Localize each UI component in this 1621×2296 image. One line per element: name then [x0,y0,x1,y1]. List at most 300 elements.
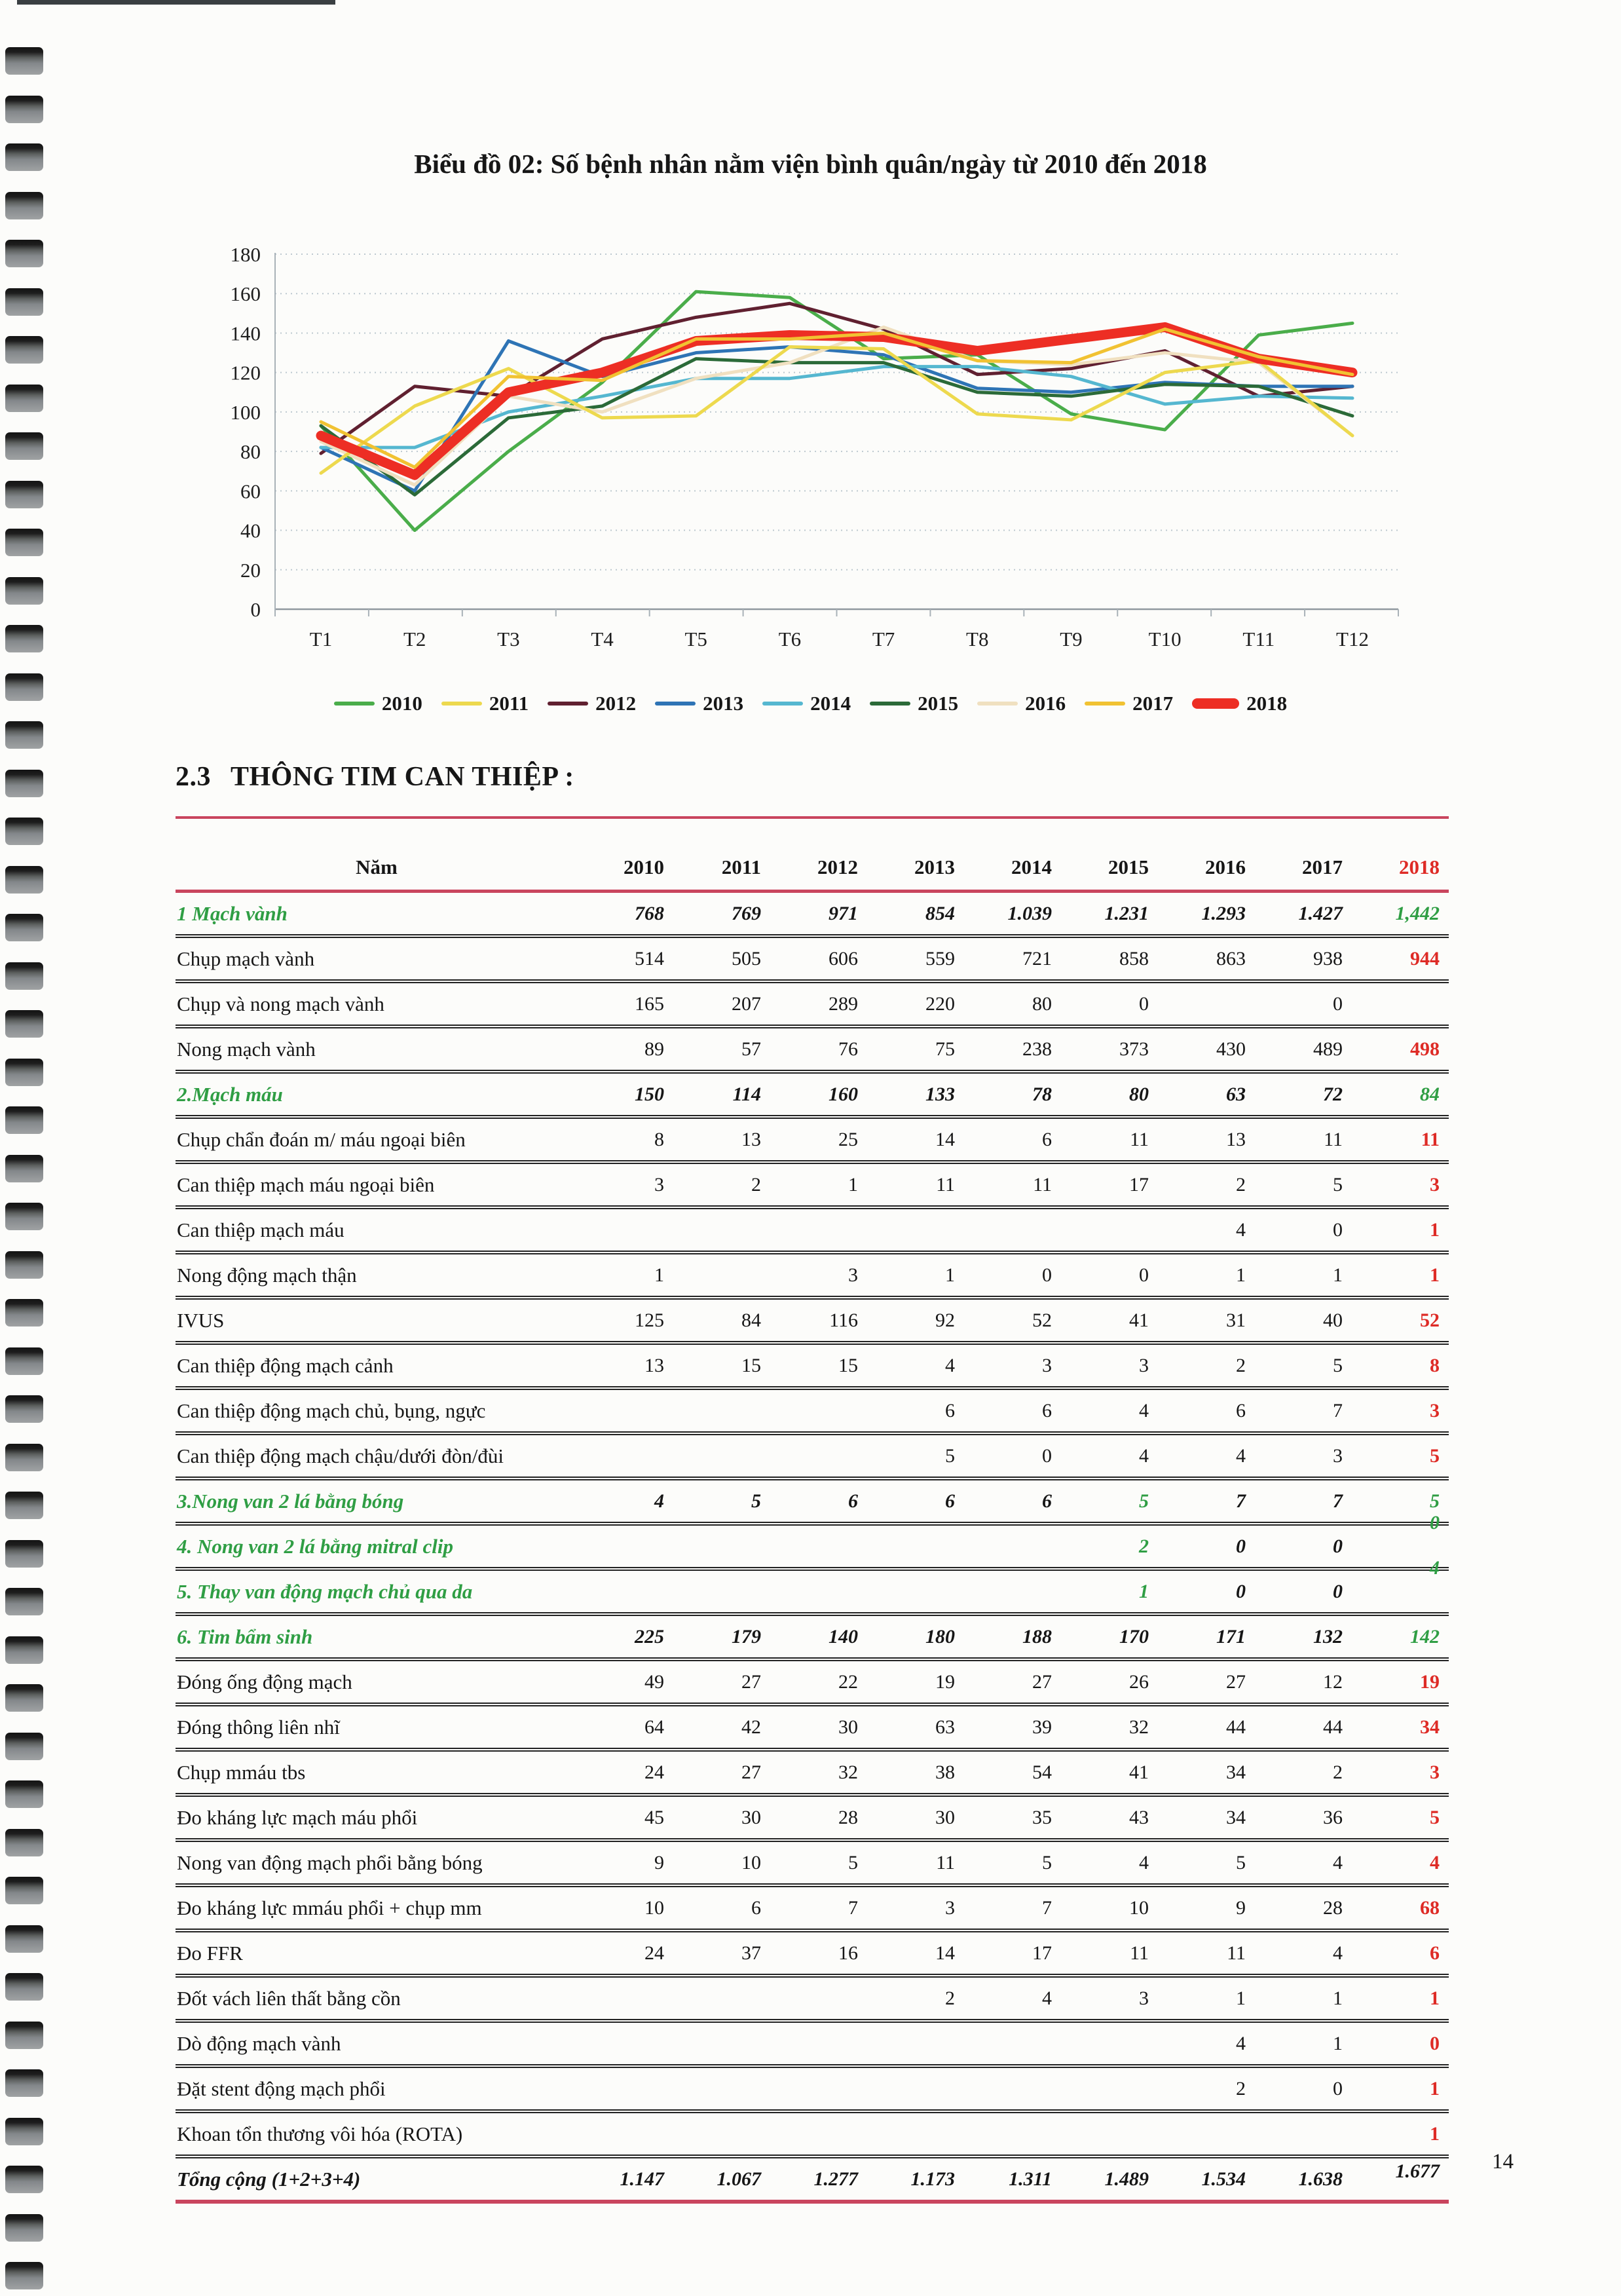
cell-2016: 9 [1236,1896,1246,1919]
cell-2016: 4 [1236,1218,1246,1241]
row-label: Đốt vách liên thất bằng cồn [177,1986,401,2010]
cell-2016: 6 [1236,1399,1246,1421]
cell-2013: 133 [925,1083,955,1105]
svg-text:180: 180 [230,243,261,266]
cell-2010: 8 [654,1128,664,1150]
svg-text:160: 160 [230,282,261,306]
legend-swatch-2017 [1085,702,1125,706]
page-number: 14 [1492,2150,1514,2174]
cell-2011: 37 [741,1942,761,1964]
cell-2015: 1 [1139,1580,1149,1602]
cell-2010: 4 [654,1490,664,1512]
cell-2013: 75 [935,1038,955,1060]
cell-2017: 1 [1333,1264,1343,1286]
cell-2012: 25 [838,1128,858,1150]
cell-2015: 17 [1129,1173,1149,1195]
cell-2015: 32 [1129,1716,1149,1738]
cell-2017: 40 [1323,1309,1343,1331]
cell-2017: 0 [1333,992,1343,1015]
cell-2010: 9 [654,1851,664,1873]
table-row [176,1028,1449,1074]
cell-2014: 78 [1032,1083,1052,1105]
row-label: Đo FFR [177,1941,243,1965]
cell-2017: 7 [1333,1399,1343,1421]
row-label: Dò động mạch vành [177,2031,341,2055]
cell-2018: 3 [1430,1761,1440,1783]
row-label: 5. Thay van động mạch chủ qua da [177,1579,473,1603]
cell-2015: 4 [1139,1851,1149,1873]
binder-hole [5,1780,43,1808]
binder-hole [5,1059,43,1086]
cell-2011: 1.067 [717,2168,761,2190]
cell-2015: 3 [1139,1354,1149,1376]
cell-2017: 2 [1333,1761,1343,1783]
table-row [176,1390,1449,1435]
row-label: Can thiệp động mạch chủ, bụng, ngực [177,1399,486,1422]
cell-2017: 72 [1323,1083,1343,1105]
binder-hole [5,1203,43,1230]
cell-2016: 63 [1226,1083,1246,1105]
cell-2016: 44 [1226,1716,1246,1738]
cell-2011: 27 [741,1670,761,1693]
year-column-header: 2013 [914,856,955,878]
svg-text:40: 40 [240,519,261,542]
row-label: Khoan tổn thương vôi hóa (ROTA) [177,2122,463,2145]
table-row [176,1556,1449,1616]
cell-2016: 1 [1236,1264,1246,1286]
legend-item-2013 [655,692,743,715]
cell-2012: 32 [838,1761,858,1783]
cell-2013: 6 [945,1399,955,1421]
section-heading [176,761,574,793]
cell-2011: 13 [741,1128,761,1150]
binder-hole [5,1925,43,1953]
cell-2018: 1 [1430,2122,1440,2145]
legend-item-2017 [1085,692,1173,715]
row-label: Nong van động mạch phổi bằng bóng [177,1851,483,1874]
table-row [176,1842,1449,1887]
cell-2018: 1,442 [1395,902,1440,924]
cell-2015: 26 [1129,1670,1149,1693]
row-label: 4. Nong van 2 lá bằng mitral clip [177,1534,453,1558]
cell-2012: 15 [838,1354,858,1376]
cell-2011: 505 [732,947,761,969]
table-row [176,1119,1449,1164]
cell-2015: 4 [1139,1444,1149,1467]
year-column-header: 2012 [817,856,858,878]
table-row [176,1978,1449,2023]
cell-2010: 125 [635,1309,664,1331]
legend-label: 2018 [1246,692,1288,715]
cell-2016: 171 [1216,1625,1246,1647]
legend-item-2014 [762,692,851,715]
svg-text:80: 80 [240,440,261,464]
svg-text:0: 0 [250,598,261,621]
cell-2015: 1.489 [1104,2168,1149,2190]
cell-2013: 1 [945,1264,955,1286]
binder-hole [5,1395,43,1423]
cell-2016: 863 [1216,947,1246,969]
chart-title: Biểu đồ 02: Số bệnh nhân nằm viện bình quân/ngày từ 2010 đến 2018 [414,149,1207,179]
cell-2017: 0 [1333,1535,1343,1557]
cell-2010: 514 [635,947,664,969]
cell-2012: 1 [848,1173,858,1195]
cell-2014: 188 [1022,1625,1052,1647]
cell-2018: 3 [1430,1173,1440,1195]
cell-2014: 5 [1042,1851,1052,1873]
cell-2018: 11 [1421,1128,1440,1150]
legend-label: 2016 [1025,692,1066,715]
cell-2016: 1 [1236,1987,1246,2009]
legend-swatch-2018 [1192,698,1239,709]
cell-2010: 3 [654,1173,664,1195]
cell-2010: 225 [635,1625,664,1647]
cell-2016: 2 [1236,1173,1246,1195]
cell-2016: 5 [1236,1851,1246,1873]
row-label: Đóng thông liên nhĩ [177,1715,340,1739]
cell-2015: 41 [1129,1761,1149,1783]
year-column-header: 2011 [721,856,761,878]
cell-2011: 114 [732,1083,761,1105]
legend-swatch-2015 [870,702,910,706]
cell-2012: 289 [829,992,858,1015]
binder-hole [5,1733,43,1760]
cell-2010: 24 [644,1942,664,1964]
cell-2017: 1 [1333,1987,1343,2009]
cell-2016: 13 [1226,1128,1246,1150]
cell-2013: 14 [935,1128,955,1150]
legend-swatch-2010 [334,702,375,706]
year-column-header: 2015 [1108,856,1149,878]
cell-2010: 10 [644,1896,664,1919]
cell-2013: 1.173 [910,2168,955,2190]
cell-2010: 64 [644,1716,664,1738]
legend-item-2010 [334,692,422,715]
binder-hole [5,818,43,845]
cell-2012: 16 [838,1942,858,1964]
legend-label: 2017 [1132,692,1174,715]
table-row [176,893,1449,938]
svg-text:T3: T3 [497,628,520,650]
binder-hole [5,2069,43,2097]
row-label: Can thiệp mạch máu [177,1218,345,1241]
cell-2016: 7 [1236,1490,1246,1512]
binder-hole [5,1636,43,1664]
row-label: 6. Tim bẩm sinh [177,1625,313,1648]
cell-2016: 0 [1236,1580,1246,1602]
cell-2015: 2 [1139,1535,1149,1557]
legend-label: 2010 [381,692,422,715]
binder-hole [5,2214,43,2242]
cell-2017: 36 [1323,1806,1343,1828]
year-column-header: 2016 [1205,856,1246,878]
cell-2012: 1.277 [813,2168,858,2190]
cell-2017: 5 [1333,1173,1343,1195]
cell-2011: 42 [741,1716,761,1738]
cell-2014: 6 [1042,1128,1052,1150]
cell-2013: 30 [935,1806,955,1828]
row-label: Chụp mmáu tbs [177,1760,306,1784]
cell-2018: 19 [1420,1670,1440,1693]
cell-2017: 938 [1313,947,1343,969]
cell-2017: 11 [1324,1128,1343,1150]
binder-hole [5,1251,43,1279]
legend-label: 2014 [810,692,851,715]
table-row [176,1932,1449,1978]
procedures-table [176,845,1449,2204]
table-row [176,1300,1449,1345]
cell-2018: 498 [1410,1038,1440,1060]
cell-2012: 5 [848,1851,858,1873]
cell-2012: 28 [838,1806,858,1828]
cell-2013: 854 [925,902,955,924]
cell-2017: 1.427 [1298,902,1343,924]
cell-2017: 1 [1333,2032,1343,2054]
cell-2013: 5 [945,1444,955,1467]
cell-2012: 6 [848,1490,858,1512]
cell-2014: 1.311 [1009,2168,1052,2190]
cell-2016: 1.293 [1201,902,1246,924]
binder-hole [5,1588,43,1615]
binder-hole [5,1106,43,1134]
cell-2017: 4 [1333,1942,1343,1964]
year-header-label: Năm [356,856,398,878]
cell-2016: 34 [1226,1761,1246,1783]
cell-2014: 721 [1022,947,1052,969]
legend-label: 2015 [918,692,959,715]
svg-text:T11: T11 [1242,628,1275,650]
cell-2018: 1 [1430,2077,1440,2099]
svg-text:T8: T8 [966,628,989,650]
row-label: Chụp mạch vành [177,947,315,970]
cell-2018: 1 [1430,1218,1440,1241]
cell-2018: 1.677 [1395,2160,1440,2182]
table-row [176,1661,1449,1706]
svg-text:120: 120 [230,361,261,385]
svg-text:T10: T10 [1148,628,1182,650]
cell-2013: 4 [945,1354,955,1376]
cell-2017: 28 [1323,1896,1343,1919]
cell-2017: 0 [1333,1218,1343,1241]
table-row [176,1254,1449,1300]
cell-2015: 0 [1139,1264,1149,1286]
year-column-header: 2014 [1011,856,1052,878]
cell-2016: 0 [1236,1535,1246,1557]
cell-2015: 170 [1119,1625,1149,1647]
cell-2012: 971 [829,902,858,924]
table-row [176,1480,1449,1526]
cell-2014: 6 [1042,1399,1052,1421]
cell-2014: 1.039 [1007,902,1052,924]
row-label: Đo kháng lực mmáu phổi + chụp mm [177,1896,482,1919]
cell-2014: 4 [1042,1987,1052,2009]
table-row [176,983,1449,1028]
table-row [176,1074,1449,1119]
row-label: Đặt stent động mạch phổi [177,2077,386,2100]
table-row [176,1345,1449,1390]
cell-2013: 38 [935,1761,955,1783]
legend-item-2018 [1192,692,1287,715]
cell-2015: 10 [1129,1896,1149,1919]
cell-2018: 4 [1430,1556,1440,1579]
cell-2015: 11 [1130,1942,1149,1964]
svg-text:T9: T9 [1060,628,1083,650]
cell-2018: 0 [1430,2032,1440,2054]
cell-2017: 4 [1333,1851,1343,1873]
cell-2017: 489 [1313,1038,1343,1060]
cell-2010: 13 [644,1354,664,1376]
binder-hole [5,1444,43,1471]
table-row [176,1164,1449,1209]
cell-2014: 6 [1042,1490,1052,1512]
svg-text:20: 20 [240,558,261,582]
cell-2011: 769 [732,902,761,924]
cell-2010: 165 [635,992,664,1015]
table-row [176,1616,1449,1661]
cell-2012: 606 [829,947,858,969]
table-row [176,1706,1449,1752]
cell-2018: 1 [1430,1987,1440,2009]
svg-text:T6: T6 [778,628,802,650]
legend-label: 2011 [489,692,529,715]
section-title-text: THÔNG TIM CAN THIỆP : [231,762,574,792]
binder-hole [5,2166,43,2193]
cell-2017: 132 [1313,1625,1343,1647]
row-label: 1 Mạch vành [177,901,288,925]
cell-2011: 5 [751,1490,761,1512]
cell-2014: 238 [1022,1038,1052,1060]
table-row [176,938,1449,983]
cell-2016: 34 [1226,1806,1246,1828]
table-row [176,1435,1449,1480]
cell-2011: 179 [732,1625,761,1647]
row-label: Chụp và nong mạch vành [177,992,384,1015]
binder-hole [5,1877,43,1904]
binder-hole [5,962,43,990]
cell-2014: 3 [1042,1354,1052,1376]
cell-2012: 140 [829,1625,858,1647]
cell-2013: 14 [935,1942,955,1964]
cell-2018: 68 [1420,1896,1440,1919]
row-label: Can thiệp động mạch chậu/dưới đòn/đùi [177,1444,504,1467]
binder-hole [5,1829,43,1856]
svg-text:140: 140 [230,322,261,345]
legend-swatch-2012 [548,702,588,706]
series-line-2010 [321,292,1352,530]
cell-2014: 0 [1042,1444,1052,1467]
cell-2010: 150 [635,1083,664,1105]
chart-legend [0,692,1621,715]
binder-hole [5,1973,43,2001]
year-column-header: 2017 [1302,856,1343,878]
cell-2017: 44 [1323,1716,1343,1738]
row-label: Đóng ống động mạch [177,1670,352,1693]
cell-2018: 944 [1410,947,1440,969]
cell-2010: 768 [635,902,664,924]
cell-2015: 4 [1139,1399,1149,1421]
svg-text:60: 60 [240,480,261,503]
cell-2010: 24 [644,1761,664,1783]
cell-2011: 10 [741,1851,761,1873]
cell-2013: 3 [945,1896,955,1919]
binder-hole [5,1684,43,1712]
table-row [176,1752,1449,1797]
cell-2012: 116 [829,1309,858,1331]
cell-2014: 17 [1032,1942,1052,1964]
cell-2012: 22 [838,1670,858,1693]
row-label: 3.Nong van 2 lá bằng bóng [177,1489,404,1513]
legend-swatch-2011 [441,702,482,706]
cell-2011: 15 [741,1354,761,1376]
cell-2015: 858 [1119,947,1149,969]
row-label: Can thiệp mạch máu ngoại biên [177,1173,435,1196]
cell-2018: 5 [1430,1806,1440,1828]
cell-2018: 0 [1430,1511,1440,1534]
cell-2017: 0 [1333,2077,1343,2099]
binder-hole [5,914,43,941]
cell-2016: 430 [1216,1038,1246,1060]
row-label: 2.Mạch máu [177,1082,283,1106]
cell-2016: 31 [1226,1309,1246,1331]
cell-2013: 11 [936,1851,955,1873]
legend-swatch-2014 [762,702,803,706]
cell-2012: 76 [838,1038,858,1060]
binder-hole [5,1010,43,1038]
cell-2010: 89 [644,1038,664,1060]
row-label: Đo kháng lực mạch máu phổi [177,1805,418,1829]
row-label: Nong động mạch thận [177,1263,357,1287]
binder-hole [5,1492,43,1519]
series-line-2012 [321,303,1352,453]
cell-2011: 30 [741,1806,761,1828]
cell-2015: 5 [1139,1490,1149,1512]
cell-2018: 4 [1430,1851,1440,1873]
cell-2016: 4 [1236,2032,1246,2054]
svg-text:T7: T7 [872,628,895,650]
cell-2016: 1.534 [1201,2168,1246,2190]
binder-hole [5,1299,43,1327]
legend-swatch-2013 [655,702,696,706]
legend-label: 2012 [595,692,637,715]
cell-2010: 1 [654,1264,664,1286]
svg-text:T5: T5 [684,628,707,650]
line-chart [0,0,1621,734]
legend-swatch-2016 [977,702,1018,706]
cell-2010: 45 [644,1806,664,1828]
svg-text:100: 100 [230,400,261,424]
cell-2018: 5 [1430,1444,1440,1467]
cell-2018: 1 [1430,1264,1440,1286]
binder-hole [5,2118,43,2145]
cell-2013: 559 [925,947,955,969]
cell-2014: 35 [1032,1806,1052,1828]
table-row [176,1209,1449,1254]
cell-2013: 11 [936,1173,955,1195]
cell-2014: 0 [1042,1264,1052,1286]
cell-2011: 57 [741,1038,761,1060]
row-label: Chụp chẩn đoán m/ máu ngoại biên [177,1127,466,1151]
cell-2013: 19 [935,1670,955,1693]
cell-2016: 2 [1236,2077,1246,2099]
cell-2015: 11 [1130,1128,1149,1150]
cell-2013: 92 [935,1309,955,1331]
cell-2010: 49 [644,1670,664,1693]
cell-2018: 5 [1430,1490,1440,1512]
cell-2016: 4 [1236,1444,1246,1467]
binder-hole [5,1155,43,1182]
cell-2017: 3 [1333,1444,1343,1467]
cell-2013: 63 [935,1716,955,1738]
